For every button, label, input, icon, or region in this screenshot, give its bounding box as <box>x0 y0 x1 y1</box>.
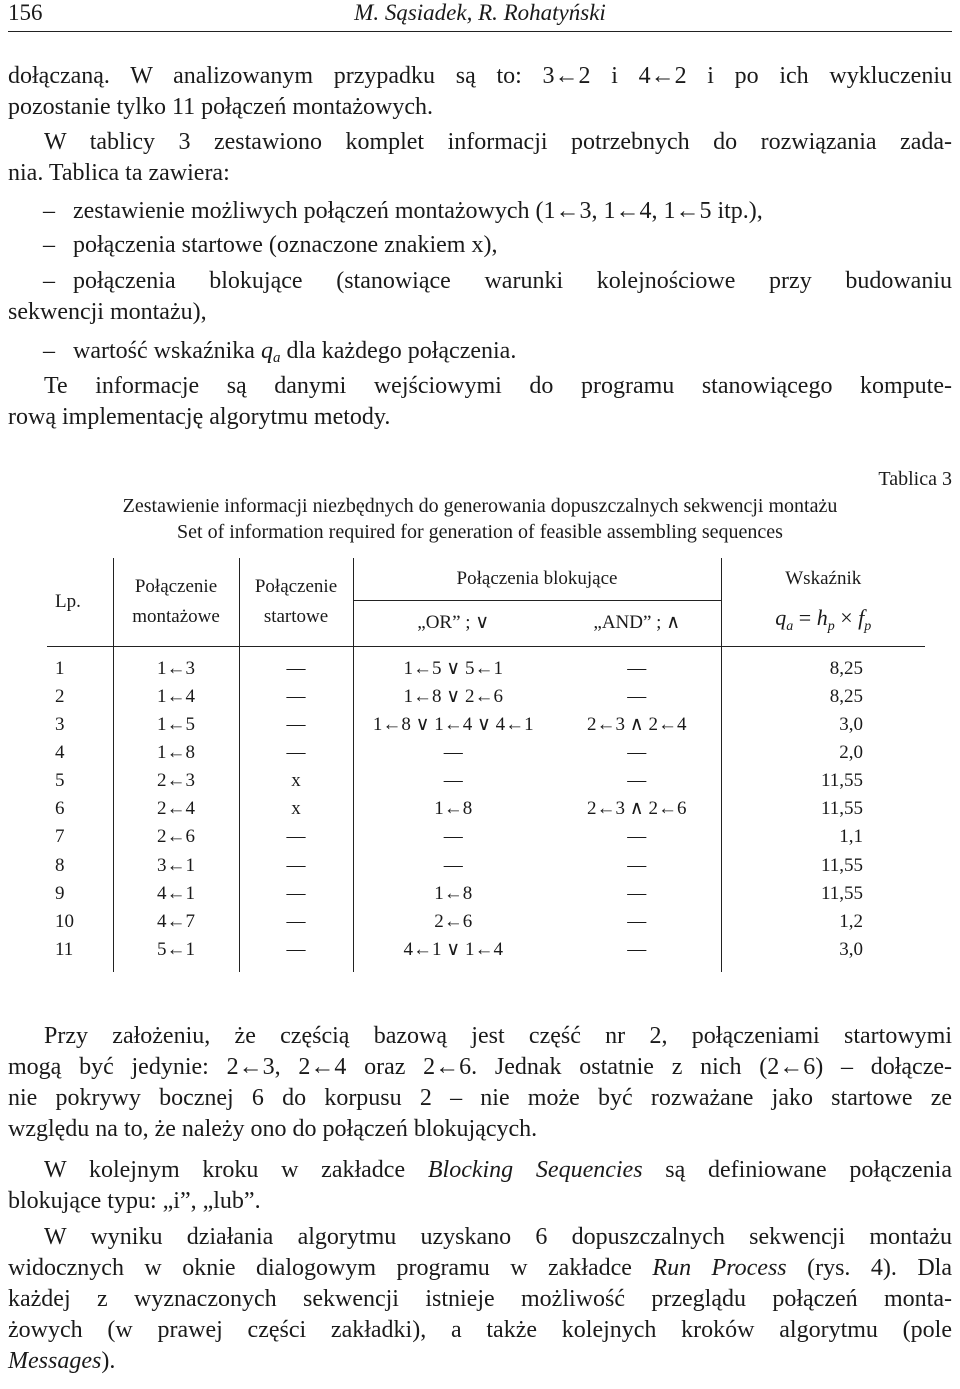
row-lp: 1 <box>55 657 65 679</box>
row-montazowe: 1←5 <box>113 711 239 739</box>
q-subscript: a <box>272 350 281 366</box>
row-or: 1←8 ∨ 1←4 ∨ 4←1 <box>353 711 553 739</box>
col-header-blokujace: Połączenia blokujące <box>353 558 721 600</box>
row-startowe: — <box>239 823 353 851</box>
table-label: Tablica 3 <box>878 468 952 490</box>
table-row <box>47 852 925 880</box>
row-startowe: — <box>239 908 353 936</box>
row-wskaznik: 3,0 <box>721 936 925 972</box>
paragraph-blocking <box>8 1155 952 1217</box>
running-head-authors: M. Sąsiadek, R. Rohatyński <box>354 0 606 25</box>
row-montazowe: 5←1 <box>113 936 239 972</box>
intro-paragraph <box>8 61 952 123</box>
after-table-line-3: nie pokrywy bocznej 6 do korpusu 2 – nie może być rozważane jako startowe ze <box>8 1085 952 1111</box>
row-wskaznik: 11,55 <box>721 880 925 908</box>
col-header-montazowe-line2: montażowe <box>132 605 220 627</box>
row-startowe: — <box>239 880 353 908</box>
row-or: — <box>353 767 553 795</box>
formula-h: h <box>816 605 828 631</box>
list-item <box>8 336 952 374</box>
row-lp: 2 <box>55 685 65 707</box>
list-item <box>8 266 952 328</box>
row-and: — <box>627 826 647 848</box>
second-line-2: nia. Tablica ta zawiera: <box>8 160 230 186</box>
row-startowe: — <box>239 711 353 739</box>
table-row <box>47 908 925 936</box>
row-wskaznik: 11,55 <box>721 767 925 795</box>
row-or: 1←8 <box>353 795 553 823</box>
row-and: — <box>627 742 647 764</box>
row-startowe: — <box>239 683 353 711</box>
after-table-line-4: względu na to, że należy ono do połączeń blokujących. <box>8 1116 538 1142</box>
row-and: — <box>627 910 647 932</box>
second-paragraph <box>8 127 952 189</box>
row-or: 1←5 ∨ 5←1 <box>353 646 553 683</box>
table-row <box>47 739 925 767</box>
after-list-line-1: Te informacje są danymi wejściowymi do programu stanowiącego kompute- <box>44 373 952 399</box>
table-row <box>47 795 925 823</box>
paragraph-result <box>8 1222 952 1377</box>
result-line-2-pre: widocznych w oknie dialogowym programu w zakładce <box>8 1255 653 1281</box>
formula-times: × <box>834 605 859 631</box>
list-item-continuation: sekwencji montażu), <box>8 299 207 325</box>
second-line-1: W tablicy 3 zestawiono komplet informacji potrzebnych do rozwiązania zada- <box>44 129 952 155</box>
after-table-line-2: mogą być jedynie: 2←3, 2←4 oraz 2←6. Jednak ostatnie z nich (2←6) – dołącze- <box>8 1054 952 1080</box>
col-header-startowe <box>239 558 353 646</box>
after-list-paragraph <box>8 371 952 433</box>
row-startowe: — <box>239 646 353 683</box>
col-header-lp: Lp. <box>47 558 113 646</box>
row-lp: 8 <box>55 854 65 876</box>
table-row <box>47 936 925 972</box>
result-line-1: W wyniku działania algorytmu uzyskano 6 dopuszczalnych sekwencji montażu <box>44 1224 952 1250</box>
formula-h-sub: p <box>827 619 835 635</box>
row-or: 1←8 ∨ 2←6 <box>353 683 553 711</box>
row-montazowe: 1←4 <box>113 683 239 711</box>
row-wskaznik: 8,25 <box>721 646 925 683</box>
list-dash: – <box>43 338 55 364</box>
row-lp: 6 <box>55 798 65 820</box>
row-startowe: — <box>239 739 353 767</box>
formula-eq: = <box>793 605 817 631</box>
list-dash: – <box>43 232 55 258</box>
q-variable: q <box>260 338 273 364</box>
row-wskaznik: 11,55 <box>721 852 925 880</box>
blocking-line-1 <box>8 1155 952 1186</box>
row-or: 1←8 <box>353 880 553 908</box>
row-startowe: — <box>239 936 353 972</box>
row-and: — <box>627 882 647 904</box>
col-header-and: „AND” ; ∧ <box>553 600 721 646</box>
col-header-wskaznik: Wskaźnik <box>721 558 925 600</box>
table-body <box>47 646 925 972</box>
row-wskaznik: 2,0 <box>721 739 925 767</box>
row-or: — <box>353 852 553 880</box>
result-line-5-post: ). <box>101 1348 116 1374</box>
row-lp: 7 <box>55 826 65 848</box>
row-or: — <box>353 823 553 851</box>
row-lp: 9 <box>55 882 65 904</box>
table-row <box>47 823 925 851</box>
formula-q-sub: a <box>786 619 794 635</box>
row-or: 2←6 <box>353 908 553 936</box>
blocking-line-2: blokujące typu: „i”, „lub”. <box>8 1188 261 1214</box>
col-header-montazowe <box>113 558 239 646</box>
row-and: 2←3 ∧ 2←4 <box>587 714 687 736</box>
formula-f: f <box>858 605 865 631</box>
row-and: — <box>627 770 647 792</box>
row-startowe: x <box>239 795 353 823</box>
row-lp: 4 <box>55 742 65 764</box>
row-montazowe: 2←4 <box>113 795 239 823</box>
row-wskaznik: 8,25 <box>721 683 925 711</box>
table-title-en: Set of information required for generation of feasible assembling sequences <box>177 521 783 543</box>
row-montazowe: 2←3 <box>113 767 239 795</box>
row-montazowe: 1←8 <box>113 739 239 767</box>
list-item <box>8 230 952 261</box>
table-row <box>47 711 925 739</box>
page-number: 156 <box>8 0 43 25</box>
list-item <box>8 196 952 227</box>
result-line-4: żowych (w prawej części zakładki), a także kolejnych kroków algorytmu (pole <box>8 1317 952 1343</box>
row-montazowe: 4←7 <box>113 908 239 936</box>
page-header <box>8 0 952 32</box>
intro-line-2: pozostanie tylko 11 połączeń montażowych. <box>8 94 433 120</box>
run-process-term: Run Process <box>652 1255 787 1281</box>
header-rule <box>8 31 952 32</box>
list-item-text: wartość wskaźnika <box>73 338 261 364</box>
row-startowe: x <box>239 767 353 795</box>
list-item-text-post: dla każdego połączenia. <box>280 338 517 364</box>
row-montazowe: 4←1 <box>113 880 239 908</box>
formula-f-sub: p <box>864 619 872 635</box>
list-item-text: połączenia startowe (oznaczone znakiem x), <box>73 232 498 258</box>
row-wskaznik: 1,1 <box>721 823 925 851</box>
row-lp: 3 <box>55 714 65 736</box>
row-montazowe: 1←3 <box>113 646 239 683</box>
row-wskaznik: 11,55 <box>721 795 925 823</box>
table-row <box>47 646 925 683</box>
intro-line-1: dołączaną. W analizowanym przypadku są to: 3←2 i 4←2 i po ich wykluczeniu <box>8 63 952 89</box>
row-lp: 5 <box>55 770 65 792</box>
result-line-2 <box>8 1253 952 1284</box>
row-and: — <box>627 938 647 960</box>
row-montazowe: 3←1 <box>113 852 239 880</box>
data-table <box>47 558 925 972</box>
row-lp: 11 <box>55 938 74 960</box>
messages-term: Messages <box>8 1348 102 1374</box>
formula-q: q <box>775 605 787 631</box>
after-list-line-2: rową implementację algorytmu metody. <box>8 404 391 430</box>
col-header-startowe-line2: startowe <box>263 605 329 627</box>
row-lp: 10 <box>55 910 74 932</box>
list-item-text: zestawienie możliwych połączeń montażowych (1←3, 1←4, 1←5 itp.), <box>73 198 763 224</box>
row-or: 4←1 ∨ 1←4 <box>353 936 553 972</box>
result-line-5 <box>8 1346 952 1377</box>
table-row <box>47 880 925 908</box>
row-startowe: — <box>239 852 353 880</box>
table-row <box>47 683 925 711</box>
row-wskaznik: 1,2 <box>721 908 925 936</box>
result-line-2-post: (rys. 4). Dla <box>786 1255 952 1281</box>
table-title-pl: Zestawienie informacji niezbędnych do generowania dopuszczalnych sekwencji montażu <box>122 495 838 517</box>
list-dash: – <box>43 268 55 294</box>
row-or: — <box>353 739 553 767</box>
paragraph-after-table <box>8 1021 952 1145</box>
after-table-line-1: Przy założeniu, że częścią bazową jest część nr 2, połączeniami startowymi <box>44 1023 952 1049</box>
row-and: — <box>627 657 647 679</box>
table-row <box>47 767 925 795</box>
wskaznik-formula <box>721 600 925 646</box>
col-header-startowe-line1: Połączenie <box>254 575 338 597</box>
row-and: 2←3 ∧ 2←6 <box>587 798 687 820</box>
col-header-montazowe-line1: Połączenie <box>134 575 218 597</box>
list-item-text: połączenia blokujące (stanowiące warunki kolejnościowe przy budowaniu <box>73 268 952 294</box>
list-dash: – <box>43 198 55 224</box>
result-line-3: każdej z wyznaczonych sekwencji istnieje możliwość przeglądu połączeń monta- <box>8 1286 952 1312</box>
blocking-line-1-post: są definiowane połączenia <box>642 1157 952 1183</box>
blocking-line-1-pre: W kolejnym kroku w zakładce <box>44 1157 428 1183</box>
blocking-sequencies-term: Blocking Sequencies <box>427 1157 643 1183</box>
row-montazowe: 2←6 <box>113 823 239 851</box>
row-and: — <box>627 685 647 707</box>
row-and: — <box>627 854 647 876</box>
row-wskaznik: 3,0 <box>721 711 925 739</box>
col-header-or: „OR” ; ∨ <box>353 600 553 646</box>
